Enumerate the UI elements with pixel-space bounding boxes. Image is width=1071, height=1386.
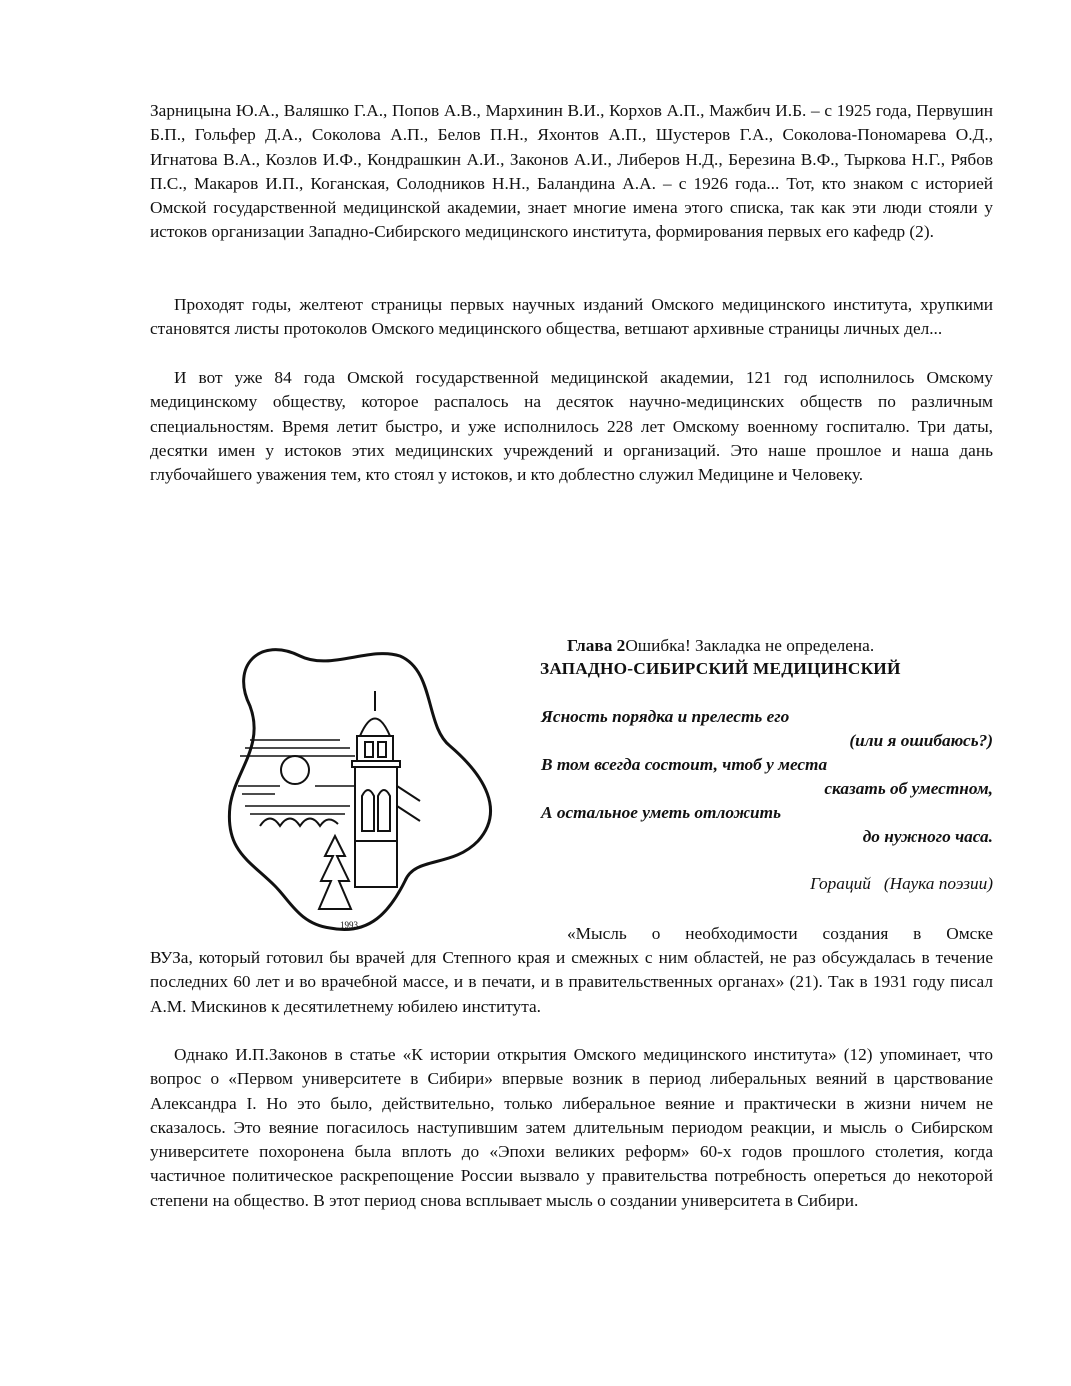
paragraph-zakonov: Однако И.П.Законов в статье «К истории открытия Омского медицинского института» (12) упоминает, что вопрос о «Первом университете в Сибири» впервые возник в период либеральных веяний в царствование Александра I. Но это было, действительно, только либеральное веяние и практически в жизни ничем не сказалось. Это веяние погасилось наступившим затем длительным периодом реакции, и мысль о Сибирском университете похоронена была вплоть до «Эпохи великих реформ» 60-х годов прошлого столетия, когда частичное политическое раскрепощение России вызвало у правительства потребность опереться до некоторой степени на общество. В этот период снова всплывает мысль о создании университета в Сибири. <box>150 1045 993 1210</box>
paragraph-years-pass: Проходят годы, желтеют страницы первых научных изданий Омского медицинского института, хрупкими становятся листы протоколов Омского медицинского общества, ветшают архивные страницы личных дел... <box>150 295 993 339</box>
epigraph-line: В том всегда состоит, чтоб у места <box>541 755 828 774</box>
paragraph-quote: ВУЗа, который готовил бы врачей для Степного края и смежных с ним областей, не раз обсуждалась в течение последних 60 лет и во врачебной массе, и в печати, и в правительственных органах» (21). Так в 1931 году писал А.М. Мискинов к десятилетнему юбилею института. <box>150 948 993 1016</box>
epigraph-line: А остальное уметь отложить <box>541 803 781 822</box>
paragraph-quote-first-line: «Мысль о необходимости создания в Омске <box>567 924 993 943</box>
epigraph-line: Ясность порядка и прелесть его <box>541 707 790 726</box>
paragraph-anniversaries: И вот уже 84 года Омской государственной медицинской академии, 121 год исполнилось Омскому медицинскому обществу, которое распалось на десяток научно-медицинских обществ по различным специальностям. Время летит быстро, и уже исполнилось 228 лет Омскому военному госпиталю. Три даты, десятки имен у истоков этих медицинских учреждений и организаций. Это наше прошлое и наша дань глубочайшего уважения тем, кто стоял у истоков, и кто доблестно служил Медицине и Человеку. <box>150 368 993 485</box>
epigraph-line: до нужного часа. <box>862 827 993 846</box>
epigraph-line: (или я ошибаюсь?) <box>849 731 993 750</box>
chapter-heading-line <box>567 634 1027 658</box>
chapter-label: Глава 2 <box>567 636 626 655</box>
epigraph-line: сказать об уместном, <box>824 779 993 798</box>
epigraph-attribution: Гораций (Наука поэзии) <box>810 874 993 893</box>
chapter-title: ЗАПАДНО-СИБИРСКИЙ МЕДИЦИНСКИЙ <box>540 659 901 678</box>
paragraph-names-list: Зарницына Ю.А., Валяшко Г.А., Попов А.В., Мархинин В.И., Корхов А.П., Мажбич И.Б. – с 1925 года, Первушин Б.П., Гольфер Д.А., Соколова А.П., Белов П.Н., Яхонтов А.П., Шустеров Г.А., Соколова-Пономарева О.Д., Игнатова В.А., Козлов И.Ф., Кондрашкин А.И., Законов А.И., Либеров Н.Д., Березина В.Ф., Тыркова Н.Г., Рябов П.С., Макаров И.П., Коганская, Солодников Н.Н., Баландина А.А. – с 1926 года... Тот, кто знаком с историей Омской государственной медицинской академии, знает многие имена этого списка, так как эти люди стояли у истоков организации Западно-Сибирского медицинского института, формирования первых его кафедр (2). <box>150 101 993 242</box>
building-sketch-illustration <box>220 636 500 938</box>
illustration-signature: 1993 <box>340 920 358 930</box>
bookmark-error-text: Ошибка! Закладка не определена. <box>625 636 875 655</box>
